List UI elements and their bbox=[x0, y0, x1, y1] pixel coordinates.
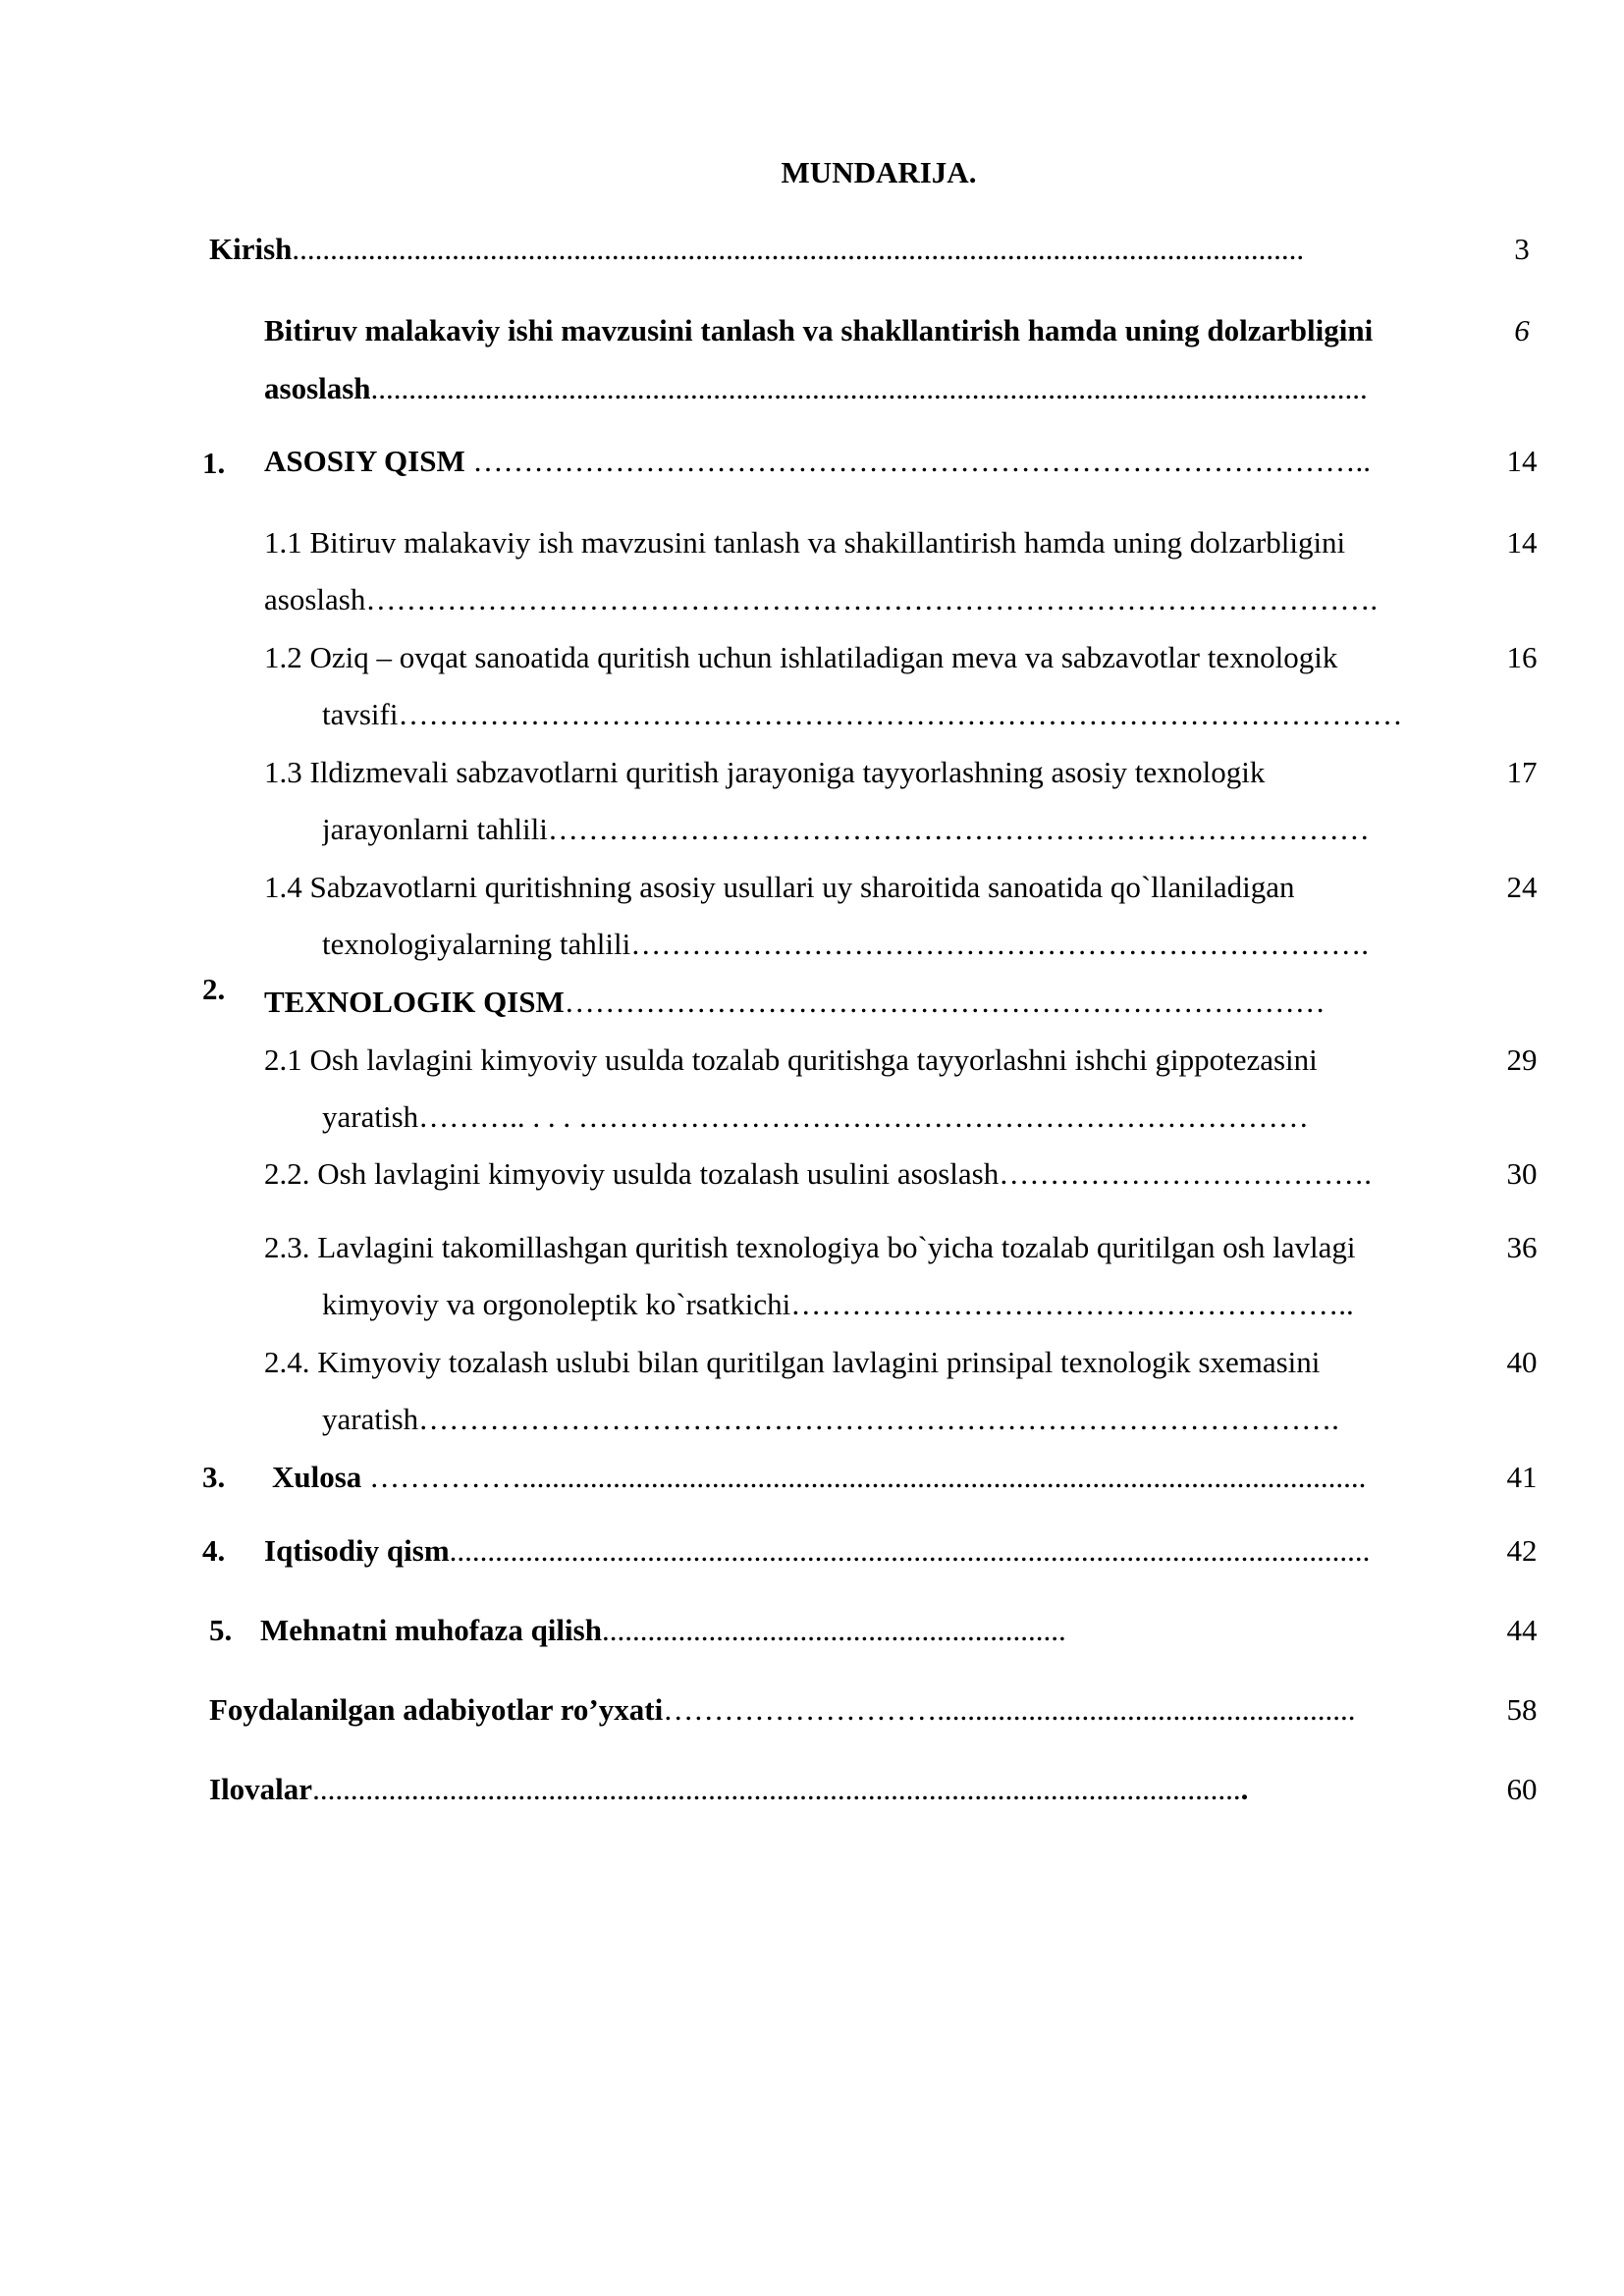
toc-entry-bitiruv-line1: Bitiruv malakaviy ishi mavzusini tanlash va shakllantirish hamda uning dolzarbligini bbox=[264, 313, 1374, 347]
toc-page-number: 24 bbox=[1506, 870, 1538, 904]
toc-page-number: 17 bbox=[1506, 755, 1538, 789]
toc-entry-2-4-line2: yaratish………………………………………………………………………………. bbox=[322, 1402, 1339, 1436]
toc-entry-label: Iqtisodiy qism bbox=[264, 1533, 450, 1568]
toc-entry-1-1-line2: asoslash………………………………………………………………………………………. bbox=[264, 582, 1379, 616]
leader-dots: .......................................................................................................................... bbox=[312, 1772, 1241, 1806]
toc-entry-1-3-line2: jarayonlarni tahlili……………………………………………………………………… bbox=[322, 812, 1370, 846]
section-number: 1. bbox=[202, 446, 226, 480]
leader-dots: ..................................................................................................................................... bbox=[292, 232, 1305, 266]
toc-page-number: 14 bbox=[1506, 525, 1538, 560]
toc-entry-label: Xulosa bbox=[272, 1460, 362, 1494]
toc-entry-1-2-line1: 1.2 Oziq – ovqat sanoatida quritish uchun ishlatiladigan meva va sabzavotlar texnologik bbox=[264, 640, 1338, 674]
toc-entry-1-4-line2: texnologiyalarning tahlili………………………………………………………………. bbox=[322, 927, 1369, 961]
toc-entry-label: ASOSIY QISM bbox=[264, 444, 465, 478]
toc-entry-2-3-line2: kimyoviy va orgonoleptik ko`rsatkichi……………………………………………….. bbox=[322, 1287, 1354, 1321]
toc-entry-label: asoslash bbox=[264, 371, 371, 405]
leader-dots: ................................................................................................................................... bbox=[370, 371, 1368, 405]
leader-dots: ………………………....................................................... bbox=[663, 1692, 1356, 1727]
toc-page-number: 42 bbox=[1506, 1533, 1538, 1568]
toc-entry-2-3-line1: 2.3. Lavlagini takomillashgan quritish texnologiya bo`yicha tozalab quritilgan osh lavlagi bbox=[264, 1230, 1356, 1264]
toc-entry-2-1-line1: 2.1 Osh lavlagini kimyoviy usulda tozalab quritishga tayyorlashni ishchi gippotezasini bbox=[264, 1042, 1318, 1077]
toc-entry-2-4-line1: 2.4. Kimyoviy tozalash uslubi bilan quritilgan lavlagini prinsipal texnologik sxemasini bbox=[264, 1345, 1321, 1379]
toc-entry-bitiruv-line2 bbox=[264, 371, 1472, 406]
toc-entry-2-2: 2.2. Osh lavlagini kimyoviy usulda tozalash usulini asoslash………………………………. bbox=[264, 1156, 1372, 1191]
toc-entry-label: Ilovalar bbox=[209, 1772, 313, 1806]
toc-page-number: 58 bbox=[1506, 1692, 1538, 1727]
leader-dots: …………………………………………………………………………….. bbox=[464, 444, 1371, 478]
toc-page-number: 60 bbox=[1506, 1772, 1538, 1806]
toc-page-number: 14 bbox=[1506, 444, 1538, 478]
toc-entry-1-3-line1: 1.3 Ildizmevali sabzavotlarni quritish jarayoniga tayyorlashning asosiy texnologik bbox=[264, 755, 1266, 789]
toc-page-number: 30 bbox=[1506, 1156, 1538, 1191]
toc-entry-label: TEXNOLOGIK QISM bbox=[264, 985, 565, 1019]
toc-entry-1-1-line1: 1.1 Bitiruv malakaviy ish mavzusini tanlash va shakillantirish hamda uning dolzarbligini bbox=[264, 525, 1346, 560]
toc-entry-mehnat bbox=[260, 1613, 1144, 1648]
toc-entry-label: Foydalanilgan adabiyotlar ro’yxati bbox=[209, 1692, 664, 1727]
toc-entry-kirish bbox=[209, 232, 1486, 267]
toc-entry-label: Mehnatni muhofaza qilish bbox=[260, 1613, 602, 1647]
toc-page-number: 16 bbox=[1506, 640, 1538, 674]
toc-entry-xulosa bbox=[272, 1460, 1475, 1495]
leader-dots: ......................................................................................................................... bbox=[449, 1533, 1371, 1568]
toc-entry-iqtisodiy bbox=[264, 1533, 1491, 1569]
toc-page-number: 6 bbox=[1514, 313, 1530, 347]
section-number: 2. bbox=[202, 972, 226, 1006]
toc-page-number: 40 bbox=[1506, 1345, 1538, 1379]
toc-entry-ilovalar bbox=[209, 1772, 1476, 1807]
section-number: 5. bbox=[209, 1613, 233, 1647]
leader-dots: ……………............................................................................................................... bbox=[361, 1460, 1367, 1494]
section-number: 3. bbox=[202, 1460, 226, 1494]
toc-entry-texnologik bbox=[264, 985, 1482, 1020]
toc-entry-1-2-line2: tavsifi……………………………………………………………………………………… bbox=[322, 697, 1403, 731]
leader-dots: ………………………………………………………………… bbox=[564, 985, 1326, 1019]
section-number: 4. bbox=[202, 1533, 226, 1568]
toc-entry-asosiy bbox=[264, 444, 1482, 479]
toc-entry-label: Kirish bbox=[209, 232, 293, 266]
toc-page-number: 44 bbox=[1506, 1613, 1538, 1647]
toc-entry-2-1-line2: yaratish……….. . . . ……………………………………………………………… bbox=[322, 1099, 1309, 1134]
toc-page-number: 36 bbox=[1506, 1230, 1538, 1264]
toc-entry-1-4-line1: 1.4 Sabzavotlarni quritishning asosiy usullari uy sharoitida sanoatida qo`llaniladigan bbox=[264, 870, 1295, 904]
toc-page-number: 41 bbox=[1506, 1460, 1538, 1494]
leader-dots: ............................................................. bbox=[601, 1613, 1066, 1647]
toc-title: MUNDARIJA. bbox=[781, 155, 977, 189]
toc-page-number: 29 bbox=[1506, 1042, 1538, 1077]
toc-page-number: 3 bbox=[1514, 232, 1530, 266]
leader-end: . bbox=[1240, 1772, 1249, 1806]
toc-entry-foydalanilgan bbox=[209, 1692, 1481, 1728]
